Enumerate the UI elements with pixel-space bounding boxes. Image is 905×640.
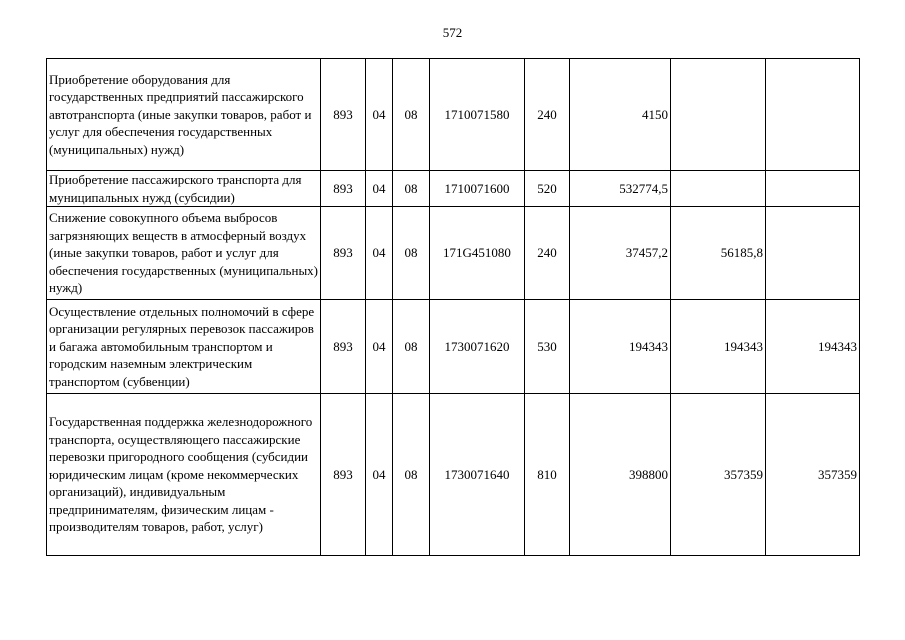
expense-name-cell: Приобретение оборудования для государственных предприятий пассажирского автотранспорта (иные закупки товаров, работ и услуг для обеспечения государственных (муниципальных) нужд) — [47, 59, 321, 171]
amount-year-3-cell — [766, 171, 860, 207]
amount-year-2-cell: 357359 — [671, 394, 766, 556]
expense-type-cell: 240 — [525, 207, 570, 300]
amount-year-3-cell: 194343 — [766, 300, 860, 394]
budget-table — [46, 58, 860, 556]
amount-year-3-cell: 357359 — [766, 394, 860, 556]
table-row — [47, 59, 860, 171]
amount-year-3-cell — [766, 59, 860, 171]
ministry-code-cell: 893 — [321, 394, 366, 556]
section-code-cell: 04 — [366, 300, 393, 394]
target-article-cell: 1710071600 — [430, 171, 525, 207]
subsection-code-cell: 08 — [393, 171, 430, 207]
section-code-cell: 04 — [366, 59, 393, 171]
amount-year-1-cell: 4150 — [570, 59, 671, 171]
amount-year-2-cell: 56185,8 — [671, 207, 766, 300]
target-article-cell: 1710071580 — [430, 59, 525, 171]
page-number: 572 — [442, 25, 463, 40]
table-row — [47, 171, 860, 207]
target-article-cell: 1730071640 — [430, 394, 525, 556]
target-article-cell: 171G451080 — [430, 207, 525, 300]
table-row — [47, 394, 860, 556]
amount-year-2-cell — [671, 59, 766, 171]
ministry-code-cell: 893 — [321, 59, 366, 171]
expense-name-cell: Осуществление отдельных полномочий в сфере организации регулярных перевозок пассажиров и багажа автомобильным транспортом и городским наземным электрическим транспортом (субвенции) — [47, 300, 321, 394]
expense-type-cell: 810 — [525, 394, 570, 556]
amount-year-1-cell: 37457,2 — [570, 207, 671, 300]
subsection-code-cell: 08 — [393, 59, 430, 171]
section-code-cell: 04 — [366, 171, 393, 207]
expense-type-cell: 520 — [525, 171, 570, 207]
ministry-code-cell: 893 — [321, 300, 366, 394]
amount-year-2-cell — [671, 171, 766, 207]
expense-type-cell: 240 — [525, 59, 570, 171]
expense-name-cell: Приобретение пассажирского транспорта для муниципальных нужд (субсидии) — [47, 171, 321, 207]
amount-year-2-cell: 194343 — [671, 300, 766, 394]
table-row — [47, 207, 860, 300]
subsection-code-cell: 08 — [393, 300, 430, 394]
amount-year-1-cell: 398800 — [570, 394, 671, 556]
subsection-code-cell: 08 — [393, 207, 430, 300]
section-code-cell: 04 — [366, 394, 393, 556]
ministry-code-cell: 893 — [321, 207, 366, 300]
amount-year-1-cell: 194343 — [570, 300, 671, 394]
subsection-code-cell: 08 — [393, 394, 430, 556]
table-row — [47, 300, 860, 394]
expense-name-cell: Государственная поддержка железнодорожного транспорта, осуществляющего пассажирские перевозки пригородного сообщения (субсидии юридическим лицам (кроме некоммерческих организаций), индивидуальным предпринимателям, физическим лицам - производителям товаров, работ, услуг) — [47, 394, 321, 556]
ministry-code-cell: 893 — [321, 171, 366, 207]
target-article-cell: 1730071620 — [430, 300, 525, 394]
amount-year-3-cell — [766, 207, 860, 300]
amount-year-1-cell: 532774,5 — [570, 171, 671, 207]
section-code-cell: 04 — [366, 207, 393, 300]
expense-type-cell: 530 — [525, 300, 570, 394]
expense-name-cell: Снижение совокупного объема выбросов загрязняющих веществ в атмосферный воздух (иные закупки товаров, работ и услуг для обеспечения государственных (муниципальных) нужд) — [47, 207, 321, 300]
